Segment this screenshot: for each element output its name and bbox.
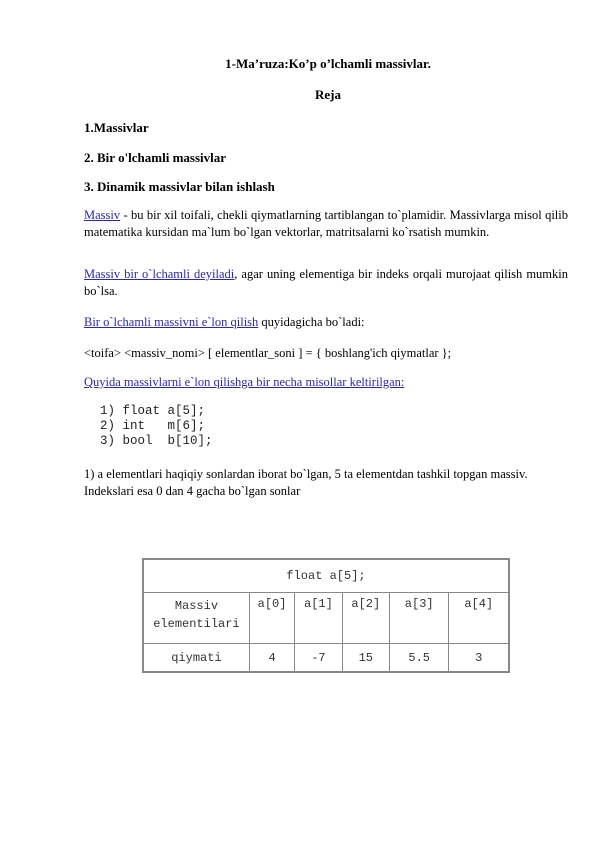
table-cell-value: 3 xyxy=(449,644,509,673)
code-line: 3) bool b[10]; xyxy=(100,434,213,448)
table-cell-value: 5.5 xyxy=(389,644,448,673)
table-cell-index: a[3] xyxy=(389,593,448,644)
code-line: 1) float a[5]; xyxy=(100,404,206,418)
code-line: 2) int m[6]; xyxy=(100,419,206,433)
table-cell-index: a[1] xyxy=(295,593,342,644)
paragraph-declaration xyxy=(84,314,568,331)
page-title: 1-Ma’ruza:Ko’p o’lchamli massivlar. xyxy=(225,56,431,71)
page-subtitle: Reja xyxy=(315,87,341,102)
plan-item-1: 1.Massivlar xyxy=(84,120,149,135)
plan-item-3: 3. Dinamik massivlar bilan ishlash xyxy=(84,179,275,194)
table-row-label: Massiv elementilari xyxy=(143,593,249,644)
paragraph-explanation: 1) a elementlari haqiqiy sonlardan iborat bo`lgan, 5 ta elementdan tashkil topgan massiv. Indekslari esa 0 dan 4 gacha bo`lgan sonlar xyxy=(84,467,528,498)
code-block xyxy=(100,404,213,449)
paragraph-text: quyidagicha bo`ladi: xyxy=(258,315,365,329)
table-cell-index: a[4] xyxy=(449,593,509,644)
paragraph-examples xyxy=(84,374,568,391)
table-cell-value: 15 xyxy=(342,644,389,673)
paragraph-syntax: <toifa> <massiv_nomi> [ elementlar_soni ] = { boshlang'ich qiymatlar }; xyxy=(84,346,452,360)
table-row-label: qiymati xyxy=(143,644,249,673)
table-cell-value: -7 xyxy=(295,644,342,673)
array-table xyxy=(142,558,510,673)
table-cell-value: 4 xyxy=(249,644,294,673)
paragraph-massiv-definition xyxy=(84,207,568,241)
plan-item-2: 2. Bir o'lchamli massivlar xyxy=(84,150,227,165)
link-examples[interactable]: Quyida massivlarni e`lon qilishga bir necha misollar keltirilgan: xyxy=(84,375,405,389)
paragraph-text: - bu bir xil toifali, chekli qiymatlarning tartiblangan to`plamidir. Massivlarga misol qilib matematika kursidan ma`lum bo`lgan vektorlar, matritsalarni ko`rsatish mumkin. xyxy=(84,208,568,239)
table-cell-index: a[2] xyxy=(342,593,389,644)
paragraph-text: , agar uning elementiga bir indeks orqali murojaat qilish mumkin bo`lsa. xyxy=(84,267,568,298)
link-declaration[interactable]: Bir o`lchamli massivni e`lon qilish xyxy=(84,315,259,329)
table-header: float a[5]; xyxy=(143,559,509,593)
paragraph-one-dimensional xyxy=(84,266,568,300)
link-one-dimensional[interactable]: Massiv bir o`lchamli deyiladi xyxy=(84,267,235,281)
table-cell-index: a[0] xyxy=(249,593,294,644)
link-massiv[interactable]: Massiv xyxy=(84,208,121,222)
